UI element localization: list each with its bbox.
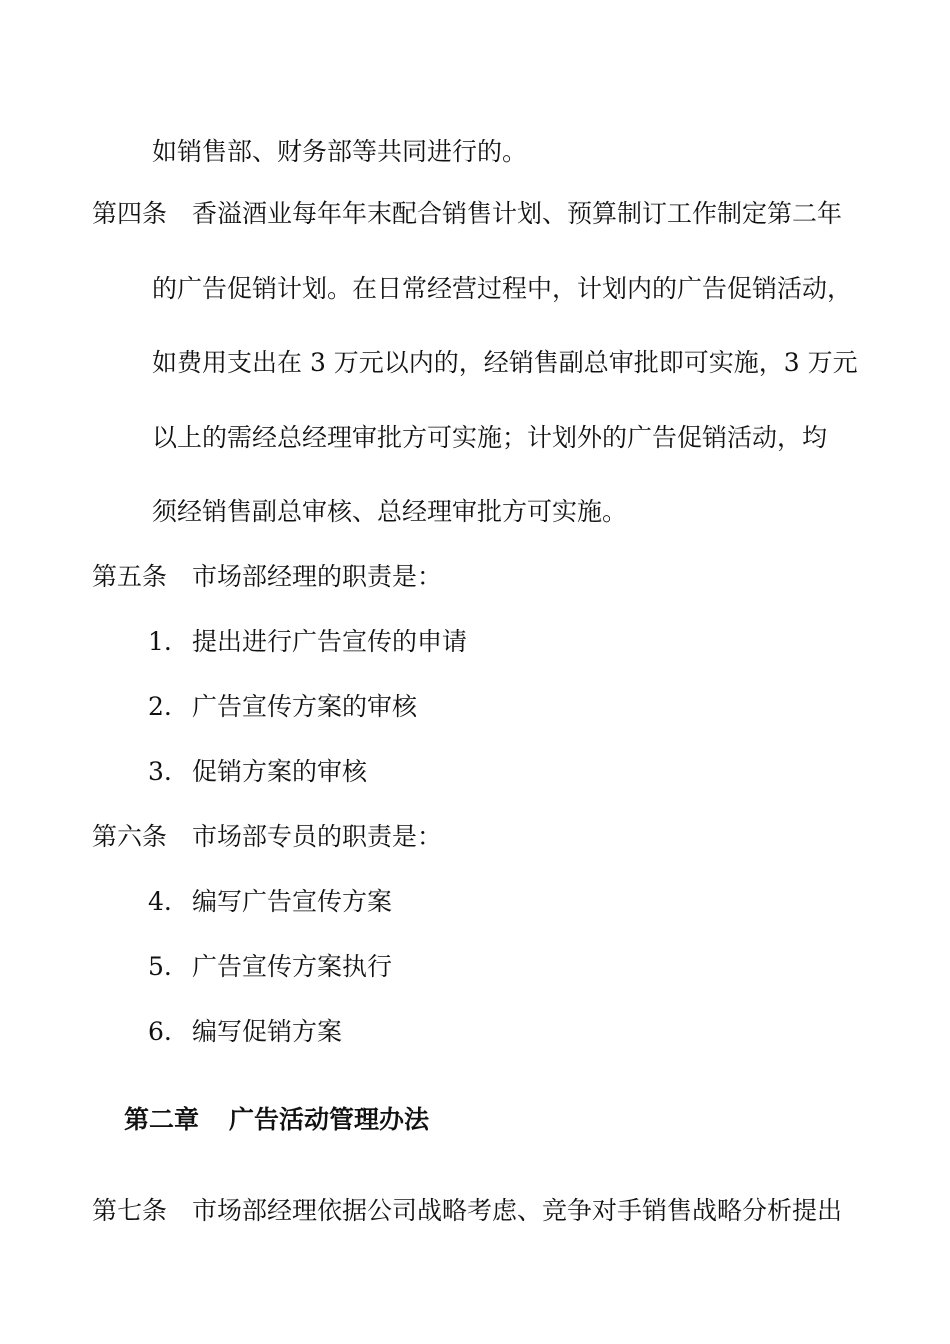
article-5-text: 市场部经理的职责是： [192,562,443,591]
list-item: 编写广告宣传方案 [192,887,393,916]
list-item: 提出进行广告宣传的申请 [192,627,468,656]
article-4-label: 第四条 [92,199,168,228]
continuation-line: 如销售部、财务部等共同进行的。 [152,137,528,166]
article-4-line-2: 的广告促销计划。在日常经营过程中，计划内的广告促销活动， [152,274,853,303]
list-item-number: 5. [148,952,172,981]
list-item-number: 4. [148,887,172,916]
list-item-number: 1. [148,627,172,656]
article-6-text: 市场部专员的职责是： [192,822,443,851]
list-item-number: 3. [148,757,172,786]
article-5-label: 第五条 [92,562,168,591]
article-4-line-5: 须经销售副总审核、总经理审批方可实施。 [152,497,628,526]
article-7-label: 第七条 [92,1196,168,1225]
chapter-title: 广告活动管理办法 [229,1105,430,1134]
article-6-label: 第六条 [92,822,168,851]
article-4-line-1: 香溢酒业每年年末配合销售计划、预算制订工作制定第二年 [192,199,843,228]
list-item: 广告宣传方案执行 [192,952,393,981]
list-item-number: 6. [148,1017,172,1046]
chapter-number: 第二章 [124,1105,200,1134]
list-item: 促销方案的审核 [192,757,368,786]
article-4-line-4: 以上的需经总经理审批方可实施；计划外的广告促销活动，均 [152,423,828,452]
article-7-text: 市场部经理依据公司战略考虑、竞争对手销售战略分析提出 [192,1196,843,1225]
list-item-number: 2. [148,692,172,721]
article-4-line-3: 如费用支出在 3 万元以内的，经销售副总审批即可实施，3 万元 [152,348,858,377]
list-item: 编写促销方案 [192,1017,343,1046]
list-item: 广告宣传方案的审核 [192,692,418,721]
chapter-heading [124,1104,429,1136]
